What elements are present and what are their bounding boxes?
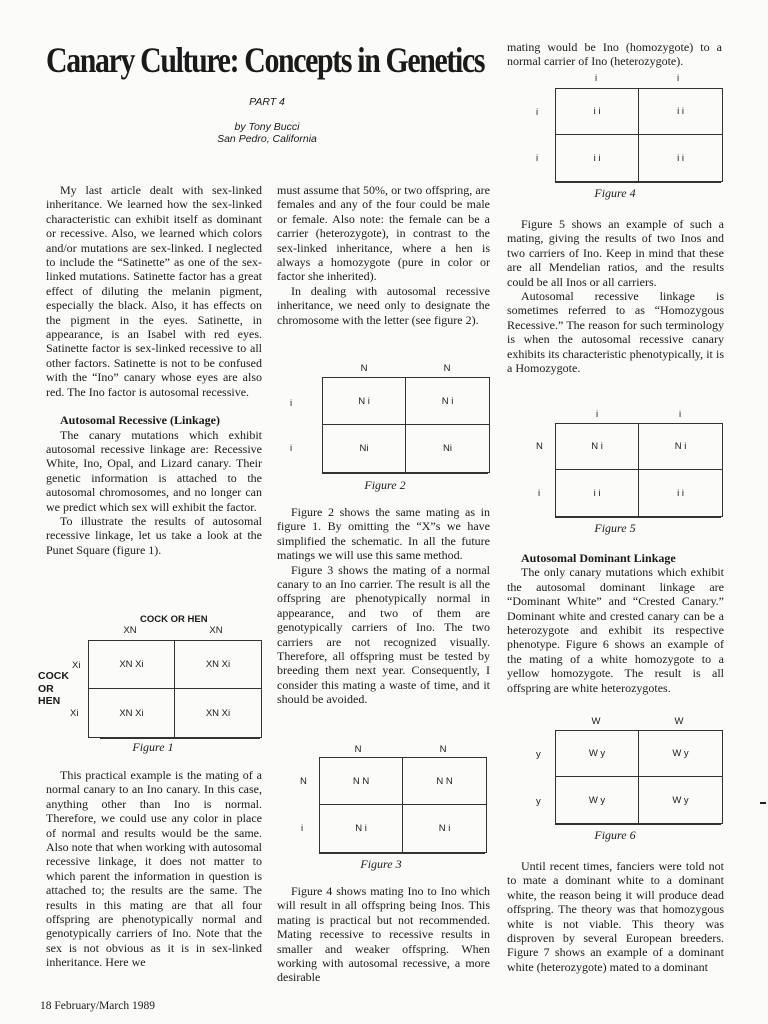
figure-divider <box>555 824 721 825</box>
figure-1-col-label: XN <box>123 625 137 636</box>
punnett-cell: W y <box>639 731 722 777</box>
punnett-cell: W y <box>556 777 639 823</box>
paragraph: Figure 2 shows the same mating as in figure 1. By omitting the “X”s we have simplified the schematic. In all the future matings we will use this same method. <box>277 505 490 563</box>
figure-5-row-label: N <box>536 441 543 452</box>
paragraph: must assume that 50%, or two offspring, are females and any of the four could be male or female. Also note: the female can be a carrier (heterozygote), in contrast to the sex-linked inheritance, where a hen is always a homozygote (pure in color or factor she inherited). <box>277 183 490 284</box>
punnett-cell: W y <box>556 731 639 777</box>
figure-divider <box>322 473 488 474</box>
section-heading: Autosomal Dominant Linkage <box>521 551 676 565</box>
figure-2-row-label: i <box>290 398 293 409</box>
figure-2-row-label: i <box>290 443 293 454</box>
figure-4-col-label: i <box>676 73 680 84</box>
punnett-cell: Ni <box>323 425 406 472</box>
paragraph: Autosomal recessive linkage is sometimes referred to as “Homozygous Recessive.” The reason for such terminology is when the autosomal recessive canary exhibits its characteristic phenotypically, it is a Homozygote. <box>507 289 724 376</box>
figure-5-col-label: i <box>595 409 599 420</box>
figure-4-grid <box>555 88 723 182</box>
page-footer: 18 February/March 1989 <box>40 1000 155 1012</box>
figure-1-side-label: COCK OR HEN <box>38 670 69 707</box>
punnett-cell: i i <box>556 135 639 181</box>
figure-3-col-label: N <box>354 744 362 755</box>
punnett-cell: i i <box>556 470 639 516</box>
figure-4-row-label: i <box>536 107 539 118</box>
figure-6-col-label: W <box>674 716 684 727</box>
paragraph: My last article dealt with sex-linked inheritance. We learned how the sex-linked characteristic can exhibit itself as dominant or recessive. Also, we learned which colors and/or mutations are sex-linked. I neglected to include the “Satinette” as one of the sex-linked mutations. Satinette factor has a great effect of diluting the melanin pigment, especially the black. Also, it has effects on the pigment in the eyes. Satinette, in appearance, is an Isabel with red eyes. Satinette factor is sex-linked recessive to all other factors. Satinette is not to be confused with the “Ino” canary whose eyes are also red. The Ino factor is autosomal recessive. <box>46 183 262 399</box>
punnett-cell: i i <box>677 152 684 164</box>
paragraph: The only canary mutations which exhibit the autosomal dominant linkage are “Dominant White” and “Crested Canary.” Dominant white and crested canary can be a heterozygote and exhibit its respective phenotype. Figure 6 shows an example of the mating of a white homozygote to a yellow homozygote. The result is all offspring are white heterozygotes. <box>507 565 724 695</box>
author-location: San Pedro, California <box>217 133 317 145</box>
part-label: PART 4 <box>249 96 285 108</box>
paragraph: Until recent times, fanciers were told not to mate a dominant white to a dominant white, the reason being it will produce dead offspring. The theory was that homozygous white is not viable. This theory was disproven by several European breeders. Figure 7 shows an example of a dominant white (heterozygote) mated to a dominant <box>507 859 724 974</box>
figure-3-col-label: N <box>439 744 447 755</box>
section-heading: Autosomal Recessive (Linkage) <box>60 413 220 428</box>
figure-1-header: COCK OR HEN <box>140 614 208 625</box>
figure-4-col-label: i <box>594 73 598 84</box>
figure-2-caption: Figure 2 <box>364 478 406 492</box>
punnett-cell: i i <box>556 89 639 135</box>
punnett-cell: N i <box>556 424 639 470</box>
article-title: Canary Culture: Concepts in Genetics <box>46 40 485 80</box>
figure-4-row-label: i <box>536 153 539 164</box>
column-2-middle <box>277 505 490 707</box>
column-1-top <box>46 183 262 557</box>
figure-3-caption: Figure 3 <box>360 857 402 871</box>
figure-6-grid <box>555 730 723 824</box>
punnett-cell: N N <box>320 758 403 805</box>
paragraph: The canary mutations which exhibit autosomal recessive linkage are: Recessive White, Ino, Opal, and Lizard canary. Their genetic information is attached to the autosomal chromosomes, and no longer can we predict which sex will exhibit the factor. <box>46 427 262 514</box>
figure-3-grid <box>319 757 487 853</box>
punnett-cell: N i <box>320 805 403 852</box>
figure-1-row-label: Xi <box>70 708 79 719</box>
figure-1-grid <box>88 640 262 738</box>
figure-1-row-label: Xi <box>72 660 81 671</box>
punnett-cell: N i <box>639 424 722 470</box>
paragraph: Figure 3 shows the mating of a normal canary to an Ino carrier. The result is all the offspring are phenotypically normal in appearance, and two of them are genotypically carriers of Ino. The two carriers are not recognized visually. Therefore, all offspring must be tested by breeding them next year. Consequently, I consider this mating a waste of time, and it should be avoided. <box>277 562 490 707</box>
edge-mark <box>760 802 766 804</box>
punnett-cell: Ni <box>443 443 452 454</box>
figure-6-caption: Figure 6 <box>594 828 636 842</box>
punnett-cell: XN Xi <box>175 641 261 689</box>
column-2-bottom <box>277 884 490 985</box>
figure-5-row-label: i <box>538 488 541 499</box>
paragraph: This practical example is the mating of a normal canary to an Ino canary. In this case, anything other than Ino is normal. Therefore, we could use any color in place of normal and results would be the same. Also note that when working with autosomal recessive linkage, it does not matter to which parent the information in question is attached to; the results are the same. The results in this mating are that all four offspring are phenotypically normal and genotypically carriers of Ino. Note that the sex is not obvious as it is in sex-linked inheritance. Here we <box>46 768 262 970</box>
figure-5-caption: Figure 5 <box>594 521 636 535</box>
punnett-cell: N i <box>438 823 451 834</box>
punnett-cell: N i <box>323 378 406 425</box>
figure-1-col-label: XN <box>209 625 223 636</box>
figure-3-row-label: N <box>300 776 307 787</box>
paragraph: Figure 4 shows mating Ino to Ino which will result in all offspring being Inos. This mating is practical but not recommended. Mating recessive to recessive results in smaller and weaker offspring. When working with autosomal recessive, a more desirable <box>277 884 490 985</box>
figure-2-grid <box>322 377 490 473</box>
figure-divider <box>555 517 721 518</box>
figure-6-row-label: y <box>536 749 541 760</box>
column-3-middle <box>507 217 724 375</box>
figure-5-grid <box>555 423 723 517</box>
paragraph: In dealing with autosomal recessive inheritance, we need only to designate the chromosome with the letter (see figure 2). <box>277 283 490 327</box>
paragraph: To illustrate the results of autosomal recessive linkage, let us take a look at the Punet Square (figure 1). <box>46 513 262 557</box>
column-3-lower <box>507 551 724 695</box>
punnett-cell: XN Xi <box>89 641 175 689</box>
paragraph: Figure 5 shows an example of such a mating, giving the results of two Inos and two carriers of Ino. Keep in mind that these are all Mendelian ratios, and the results could be all Inos or all carriers. <box>507 217 724 289</box>
byline: by Tony Bucci <box>234 121 300 133</box>
column-3-top <box>507 40 722 69</box>
figure-divider <box>555 182 721 183</box>
figure-4-caption: Figure 4 <box>594 186 636 200</box>
figure-divider <box>319 853 485 854</box>
figure-5-col-label: i <box>678 409 682 420</box>
punnett-cell: i i <box>639 89 722 135</box>
figure-2-col-label: N <box>360 363 368 374</box>
punnett-cell: N i <box>406 378 489 425</box>
figure-2-col-label: N <box>443 363 451 374</box>
column-1-bottom <box>46 768 262 970</box>
figure-6-col-label: W <box>591 716 601 727</box>
column-3-bottom <box>507 859 724 974</box>
punnett-cell: i i <box>677 487 684 499</box>
figure-1-caption: Figure 1 <box>132 740 174 754</box>
punnett-cell: XN Xi <box>89 689 175 737</box>
punnett-cell: N N <box>403 758 486 805</box>
punnett-cell: XN Xi <box>205 707 231 719</box>
punnett-cell: W y <box>672 794 689 806</box>
paragraph: mating would be Ino (homozygote) to a normal carrier of Ino (heterozygote). <box>507 40 722 69</box>
figure-divider <box>100 738 260 739</box>
figure-6-row-label: y <box>536 796 541 807</box>
figure-3-row-label: i <box>301 823 304 834</box>
column-2-top <box>277 183 490 327</box>
